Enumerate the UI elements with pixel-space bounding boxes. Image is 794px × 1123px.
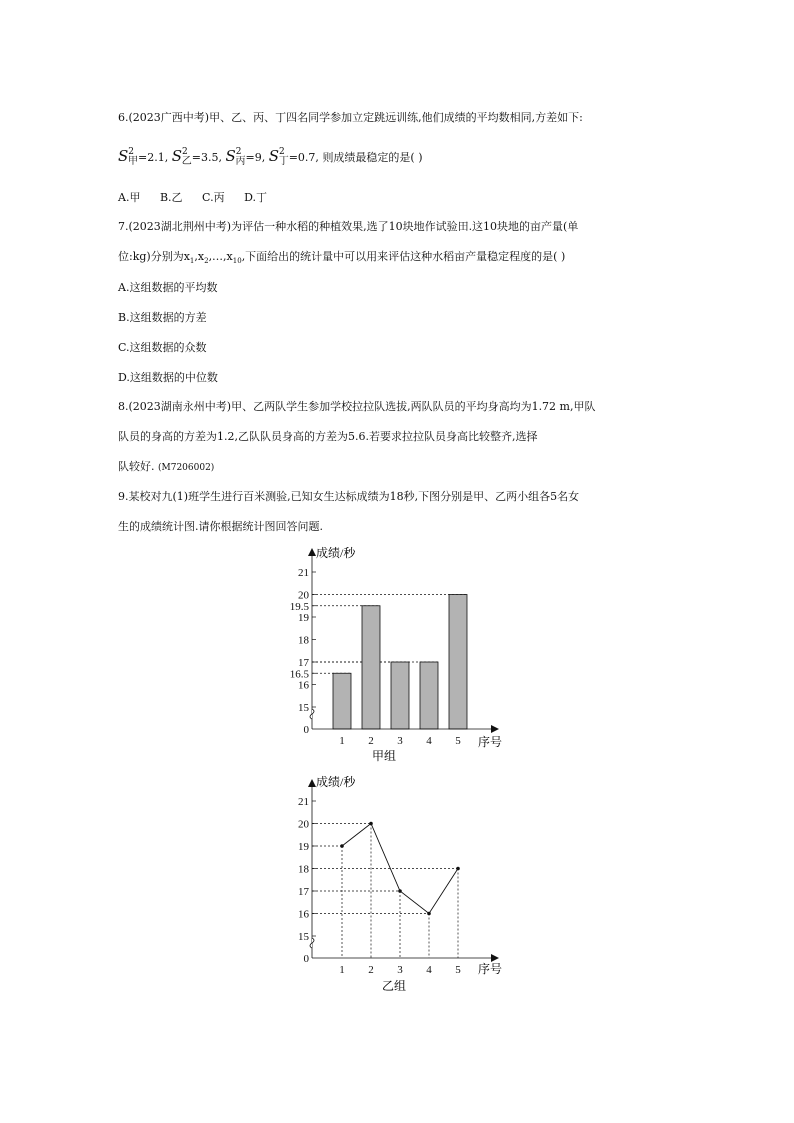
jia-xtick-label: 5 [455, 735, 461, 747]
q6-option-a: A.甲 [118, 191, 141, 204]
yi-xtick-label: 1 [339, 964, 345, 976]
jia-bar [333, 673, 351, 729]
q6-tail: 则成绩最稳定的是( ) [322, 151, 423, 164]
q6-option-c: C.丙 [202, 191, 225, 204]
chart-jia [270, 543, 520, 768]
q6-stem: 6.(2023广西中考)甲、乙、丙、丁四名同学参加立定跳远训练,他们成绩的平均数相同,方差如下: [118, 111, 583, 124]
q7-option-c: C.这组数据的众数 [118, 341, 207, 354]
yi-ytick-label: 18 [298, 863, 309, 876]
q9-line2: 生的成绩统计图.请你根据统计图回答问题. [118, 520, 323, 533]
q8-answer-blank: 队较好. [118, 460, 155, 473]
q9-line1: 9.某校对九(1)班学生进行百米测验,已知女生达标成绩为18秒,下图分别是甲、乙两小组各5名女 [118, 490, 580, 503]
yi-xtick-label: 3 [397, 964, 403, 976]
jia-xtick-label: 4 [426, 735, 432, 747]
chart-yi [270, 772, 520, 997]
q8-line3 [118, 459, 214, 476]
variance-bing: $S^2$丙=9, [225, 147, 266, 167]
jia-bar [420, 662, 438, 729]
yi-point [427, 912, 431, 916]
variance-yi: $S^2$乙=3.5, [171, 147, 222, 167]
jia-ytick-label: 20 [298, 589, 309, 602]
yi-point [456, 867, 460, 871]
q7-line2: 位:kg)分别为$x_1,x_2,\dots,x_{10}$,下面给出的统计量中可以用来评估这种水稻亩产量稳定程度的是( ) [118, 250, 566, 265]
jia-ytick-label: 16.5 [289, 668, 309, 681]
q8-line1: 8.(2023湖南永州中考)甲、乙两队学生参加学校拉拉队选拔,两队队员的平均身高均为1.72 m,甲队 [118, 400, 596, 413]
jia-ytick-label: 18 [298, 634, 309, 647]
yi-xtick-label: 5 [455, 964, 461, 976]
jia-ytick-label: 19.5 [289, 600, 309, 613]
jia-ytick-label: 16 [298, 679, 309, 692]
jia-title: 甲组 [372, 749, 397, 763]
jia-xlabel: 序号 [478, 735, 503, 749]
jia-xtick-label: 1 [339, 735, 345, 747]
yi-ytick-label: 15 [298, 931, 309, 943]
yi-ytick-label: 16 [298, 908, 309, 921]
jia-bar [391, 662, 409, 729]
variance-ding: $S^2$丁=0.7, [268, 147, 319, 167]
yi-ytick-label: 0 [303, 953, 309, 965]
jia-ylabel: 成绩/秒 [316, 546, 356, 560]
yi-ytick-label: 21 [298, 796, 309, 808]
q7-option-b: B.这组数据的方差 [118, 311, 207, 324]
yi-ylabel: 成绩/秒 [316, 775, 356, 789]
yi-ytick-label: 17 [298, 886, 309, 898]
yi-point [369, 822, 373, 826]
jia-ytick-label: 21 [298, 567, 309, 579]
q6-option-b: B.乙 [159, 191, 183, 204]
variance-jia: $S^2$甲=2.1, [118, 147, 169, 167]
yi-point [340, 844, 344, 848]
q6-options [118, 190, 283, 206]
q8-code: (M7206002) [158, 463, 215, 473]
yi-title: 乙组 [382, 979, 407, 993]
q6-option-d: D.丁 [244, 191, 268, 204]
yi-axis-break [310, 938, 314, 948]
jia-ytick-label: 0 [303, 724, 309, 736]
yi-xlabel: 序号 [478, 962, 503, 976]
jia-ytick-label: 15 [298, 702, 309, 714]
q7-option-d: D.这组数据的中位数 [118, 371, 218, 384]
jia-bar [449, 595, 467, 730]
jia-ytick-label: 17 [298, 657, 309, 669]
yi-ytick-label: 19 [298, 841, 309, 853]
jia-ytick-label: 19 [298, 612, 309, 624]
jia-bar [362, 606, 380, 729]
yi-point [398, 889, 402, 893]
q7-line1: 7.(2023湖北荆州中考)为评估一种水稻的种植效果,选了10块地作试验田.这10块地的亩产量(单 [118, 220, 579, 233]
yi-xtick-label: 4 [426, 964, 432, 976]
q7-option-a: A.这组数据的平均数 [118, 281, 218, 294]
jia-xtick-label: 3 [397, 735, 403, 747]
q8-line2: 队员的身高的方差为1.2,乙队队员身高的方差为5.6.若要求拉拉队员身高比较整齐,选择 [118, 430, 538, 443]
jia-axis-break [310, 709, 314, 719]
yi-ytick-label: 20 [298, 818, 309, 831]
jia-xtick-label: 2 [368, 735, 374, 747]
yi-xtick-label: 2 [368, 964, 374, 976]
q6-variances [118, 148, 423, 167]
